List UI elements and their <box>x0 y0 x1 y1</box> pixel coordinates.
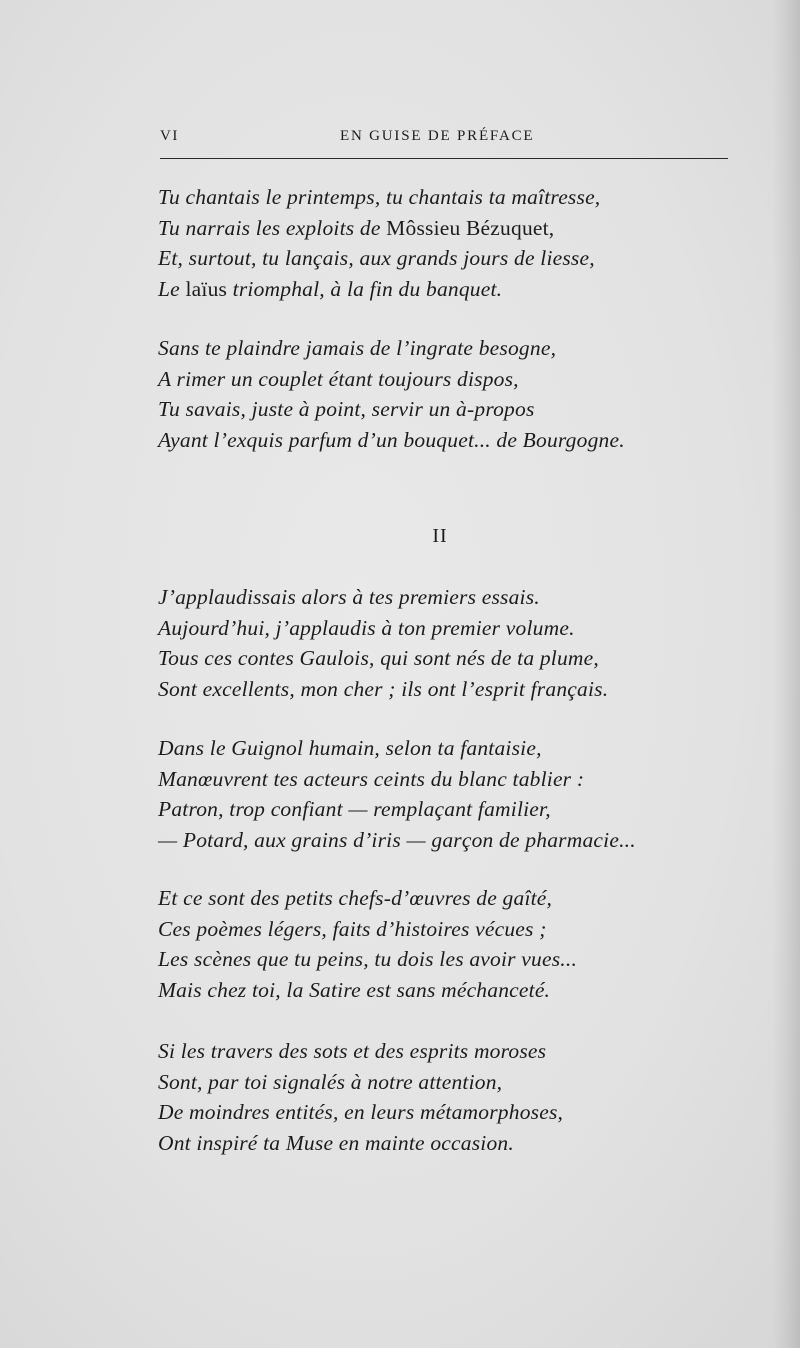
verse-segment: Tu savais, juste à point, servir un à-propos <box>158 397 535 421</box>
verse-segment: De moindres entités, en leurs métamorphoses, <box>158 1100 564 1124</box>
verse-segment: triomphal, à la fin du banquet. <box>227 276 503 301</box>
verse-segment: Manœuvrent tes acteurs ceints du blanc tablier : <box>158 766 585 791</box>
verse-segment: Môssieu Bézuquet, <box>386 215 555 240</box>
verse-line <box>158 274 600 305</box>
verse-line <box>158 243 600 274</box>
verse-segment: Patron, trop confiant — remplaçant familier, <box>158 797 551 821</box>
verse-line <box>158 182 600 213</box>
verse-line <box>158 1036 563 1067</box>
verse-line <box>158 333 625 364</box>
verse-segment: Le <box>158 276 186 301</box>
verse-segment: J’applaudissais alors à tes premiers essais. <box>158 585 540 609</box>
verse-line <box>158 825 636 856</box>
stanza <box>158 582 608 704</box>
verse-line <box>158 1097 563 1128</box>
verse-line <box>158 764 636 795</box>
verse-segment: Sont, par toi signalés à notre attention, <box>158 1069 503 1094</box>
verse-line <box>158 643 608 674</box>
verse-line <box>158 674 608 705</box>
stanza <box>158 733 636 855</box>
verse-line <box>158 794 636 825</box>
verse-segment: Tu narrais les exploits de <box>158 215 387 240</box>
running-head <box>160 128 728 148</box>
verse-segment: Dans le Guignol humain, selon ta fantaisie, <box>158 736 542 760</box>
stanza <box>158 883 577 1005</box>
verse-segment: Et, surtout, tu lançais, aux grands jours de liesse, <box>158 246 595 270</box>
verse-line <box>158 733 636 764</box>
page-edge-shadow <box>772 0 800 1348</box>
verse-segment: laïus <box>185 276 228 301</box>
running-title: EN GUISE DE PRÉFACE <box>340 128 535 144</box>
verse-segment: Tous ces contes Gaulois, qui sont nés de ta plume, <box>158 646 599 670</box>
verse-segment: Aujourd’hui, j’applaudis à ton premier volume. <box>158 615 575 640</box>
stanza <box>158 333 625 455</box>
verse-segment: Mais chez toi, la Satire est sans méchanceté. <box>158 977 551 1002</box>
verse-line <box>158 914 577 945</box>
page-number: VI <box>160 128 179 144</box>
verse-segment: Ayant l’exquis parfum d’un bouquet... de Bourgogne. <box>158 427 625 452</box>
verse-line <box>158 613 608 644</box>
verse-segment: Et ce sont des petits chefs-d’œuvres de gaîté, <box>158 886 553 910</box>
verse-line <box>158 944 577 975</box>
stanza <box>158 1036 563 1158</box>
verse-line <box>158 975 577 1006</box>
verse-line <box>158 883 577 914</box>
verse-line <box>158 425 625 456</box>
verse-segment: Ont inspiré ta Muse en mainte occasion. <box>158 1130 514 1155</box>
verse-segment: Sans te plaindre jamais de l’ingrate besogne, <box>158 336 557 360</box>
verse-line <box>158 1128 563 1159</box>
stanza <box>158 182 600 304</box>
verse-segment: Tu chantais le printemps, tu chantais ta maîtresse, <box>158 185 601 209</box>
verse-segment: Sont excellents, mon cher ; ils ont l’esprit français. <box>158 676 609 701</box>
verse-line <box>158 213 600 244</box>
verse-segment: Si les travers des sots et des esprits moroses <box>158 1039 547 1063</box>
verse-segment: Les scènes que tu peins, tu dois les avoir vues... <box>158 947 578 971</box>
verse-line <box>158 582 608 613</box>
verse-segment: Ces poèmes légers, faits d’histoires vécues ; <box>158 916 547 941</box>
verse-line <box>158 394 625 425</box>
header-rule <box>160 158 728 159</box>
verse-segment: A rimer un couplet étant toujours dispos, <box>158 366 519 391</box>
section-numeral: II <box>432 525 448 547</box>
verse-segment: — Potard, aux grains d’iris — garçon de pharmacie... <box>158 827 636 852</box>
verse-line <box>158 1067 563 1098</box>
verse-line <box>158 364 625 395</box>
